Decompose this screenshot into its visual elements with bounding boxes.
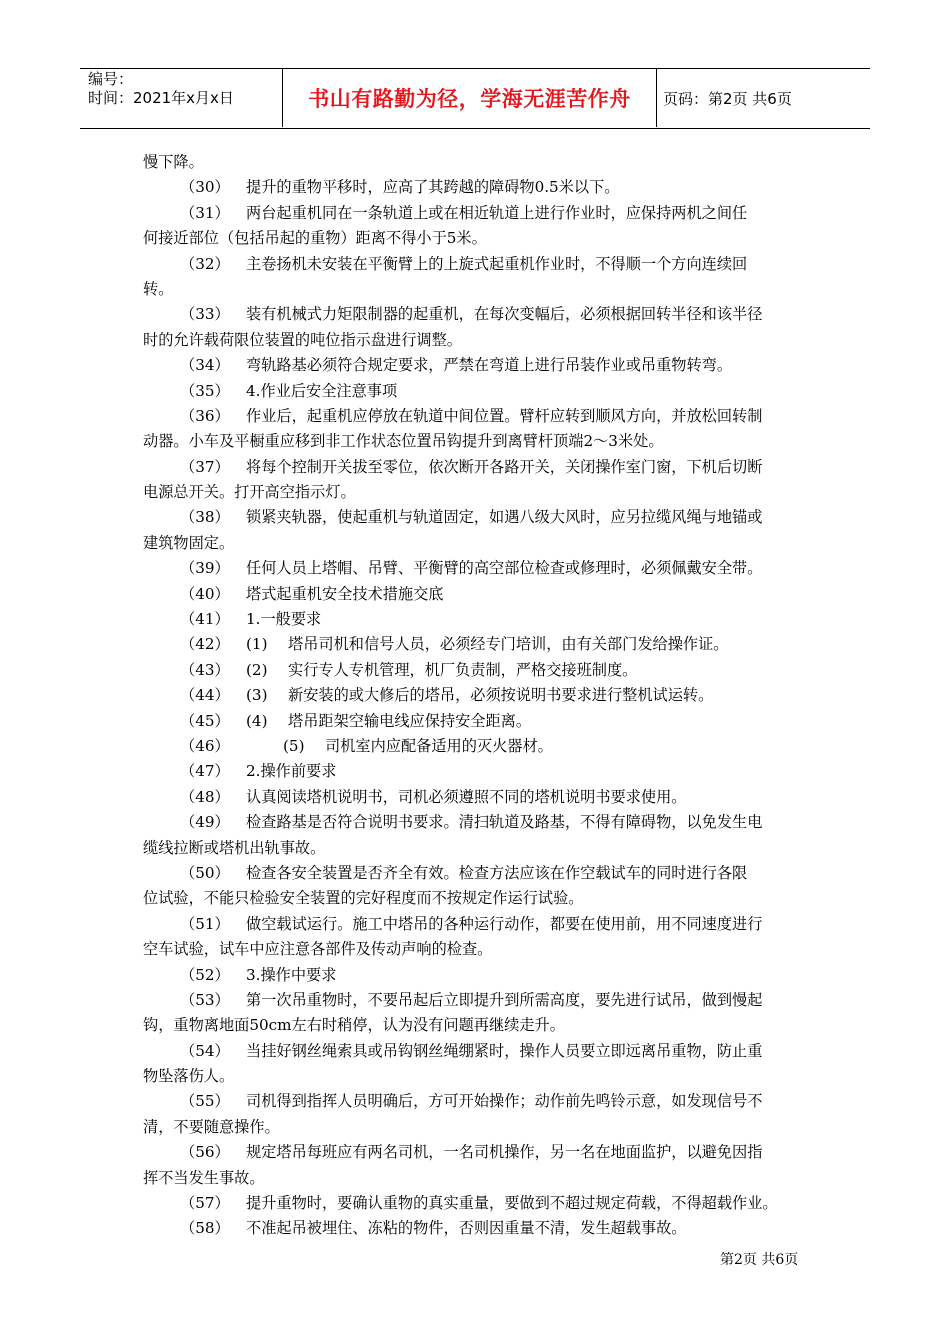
item-text: 提升的重物平移时，应高了其跨越的障碍物0.5米以下。 <box>246 178 620 197</box>
footer-page-label: 第2页 共6页 <box>720 1252 799 1268</box>
item-text: 检查各安全装置是否齐全有效。检查方法应该在作空载试车的同时进行各限 <box>246 863 748 882</box>
list-item-continuation <box>143 1064 808 1089</box>
list-item <box>143 734 808 759</box>
list-item <box>143 607 808 632</box>
item-number: （42） <box>180 635 230 654</box>
item-text: 司机室内应配备适用的灭火器材。 <box>325 736 553 755</box>
list-item-continuation <box>143 531 808 556</box>
list-item <box>143 683 808 708</box>
list-item <box>143 404 808 429</box>
item-text: 第一次吊重物时，不要吊起后立即提升到所需高度，要先进行试吊，做到慢起 <box>246 990 763 1009</box>
list-item <box>143 861 808 886</box>
item-number: （57） <box>180 1194 230 1213</box>
item-text: 不准起吊被埋住、冻粘的物件，否则因重量不清，发生超载事故。 <box>246 1219 687 1238</box>
list-item-continuation <box>143 1115 808 1140</box>
item-number: （38） <box>180 508 230 527</box>
sub-number: (2) <box>246 660 268 679</box>
item-text: 两台起重机同在一条轨道上或在相近轨道上进行作业时，应保持两机之间任 <box>246 203 748 222</box>
item-text: 何接近部位（包括吊起的重物）距离不得小于5米。 <box>143 229 487 248</box>
item-text: 规定塔吊每班应有两名司机，一名司机操作，另一名在地面监护，以避免因指 <box>246 1143 763 1162</box>
item-number: （49） <box>180 813 230 832</box>
item-number: （47） <box>180 762 230 781</box>
item-text: 司机得到指挥人员明确后，方可开始操作；动作前先鸣铃示意，如发现信号不 <box>246 1092 763 1111</box>
sub-number: (3) <box>246 686 268 705</box>
list-item <box>143 1140 808 1165</box>
item-text: 塔吊司机和信号人员，必须经专门培训，由有关部门发给操作证。 <box>288 635 729 654</box>
item-text: 塔吊距架空输电线应保持安全距离。 <box>288 711 531 730</box>
document-body <box>143 150 808 1242</box>
item-number: （39） <box>180 559 230 578</box>
item-text: 位试验，不能只检验安全装置的完好程度而不按规定作运行试验。 <box>143 889 584 908</box>
item-text: 新安装的或大修后的塔吊，必须按说明书要求进行整机试运转。 <box>288 686 714 705</box>
item-text: 动器。小车及平橱重应移到非工作状态位置吊钩提升到离臂杆顶端2～3米处。 <box>143 432 664 451</box>
list-item <box>143 175 808 200</box>
list-item <box>143 505 808 530</box>
item-text: 认真阅读塔机说明书，司机必须遵照不同的塔机说明书要求使用。 <box>246 787 687 806</box>
item-text: 做空载试运行。施工中塔吊的各种运行动作，都要在使用前，用不同速度进行 <box>246 914 763 933</box>
item-text: 将每个控制开关拔至零位，依次断开各路开关，关闭操作室门窗，下机后切断 <box>246 457 763 476</box>
item-number: （46） <box>180 736 230 755</box>
item-number: （54） <box>180 1041 230 1060</box>
list-item-continuation <box>143 886 808 911</box>
item-text: 挥不当发生事故。 <box>143 1168 265 1187</box>
item-number: （50） <box>180 863 230 882</box>
item-text: 建筑物固定。 <box>143 533 235 552</box>
item-text: 时的允许载荷限位装置的吨位指示盘进行调整。 <box>143 330 462 349</box>
list-item-continuation <box>143 429 808 454</box>
list-item <box>143 632 808 657</box>
item-number: （48） <box>180 787 230 806</box>
list-item <box>143 709 808 734</box>
item-number: （55） <box>180 1092 230 1111</box>
item-number: （52） <box>180 965 230 984</box>
list-item <box>143 1191 808 1216</box>
item-number: （58） <box>180 1219 230 1238</box>
item-text: 4.作业后安全注意事项 <box>246 381 398 400</box>
list-item <box>143 1089 808 1114</box>
item-text: 清，不要随意操作。 <box>143 1117 280 1136</box>
item-text: 作业后，起重机应停放在轨道中间位置。臂杆应转到顺风方向，并放松回转制 <box>246 406 763 425</box>
list-item-continuation <box>143 277 808 302</box>
item-number: （35） <box>180 381 230 400</box>
list-item-continuation <box>143 328 808 353</box>
item-number: （44） <box>180 686 230 705</box>
item-number: （31） <box>180 203 230 222</box>
header-bottom-rule <box>80 128 870 129</box>
list-item <box>143 1216 808 1241</box>
list-item <box>143 379 808 404</box>
sub-number: (5) <box>283 736 305 755</box>
list-item-continuation <box>143 480 808 505</box>
list-item <box>143 582 808 607</box>
item-number: （30） <box>180 178 230 197</box>
item-text: 转。 <box>143 279 174 298</box>
list-item <box>143 1039 808 1064</box>
item-text: 任何人员上塔帽、吊臂、平衡臂的高空部位检查或修理时，必须佩戴安全带。 <box>246 559 763 578</box>
list-item <box>143 988 808 1013</box>
list-item <box>143 658 808 683</box>
list-item <box>143 556 808 581</box>
item-number: （43） <box>180 660 230 679</box>
sub-number: (1) <box>246 635 268 654</box>
list-item <box>143 455 808 480</box>
item-text: 装有机械式力矩限制器的起重机，在每次变幅后，必须根据回转半径和该半径 <box>246 305 763 324</box>
list-item <box>143 912 808 937</box>
list-item <box>143 252 808 277</box>
item-text: 电源总开关。打开高空指示灯。 <box>143 483 356 502</box>
item-number: （33） <box>180 305 230 324</box>
item-number: （41） <box>180 610 230 629</box>
header-meta <box>88 70 278 108</box>
item-number: （45） <box>180 711 230 730</box>
item-number: （37） <box>180 457 230 476</box>
item-text: 1.一般要求 <box>246 610 322 629</box>
item-text: 锁紧夹轨器，使起重机与轨道固定，如遇八级大风时，应另拉缆风绳与地锚或 <box>246 508 763 527</box>
list-item <box>143 353 808 378</box>
item-number: （56） <box>180 1143 230 1162</box>
item-text: 钩，重物离地面50cm左右时稍停，认为没有问题再继续走升。 <box>143 1016 565 1035</box>
date-label: 时间：2021年x月x日 <box>88 89 234 107</box>
item-text: 物坠落伤人。 <box>143 1067 235 1086</box>
list-item-continuation <box>143 836 808 861</box>
item-text: 主卷扬机未安装在平衡臂上的上旋式起重机作业时，不得顺一个方向连续回 <box>246 254 748 273</box>
item-text: 塔式起重机安全技术措施交底 <box>246 584 444 603</box>
list-item <box>143 810 808 835</box>
serial-label: 编号： <box>88 70 134 88</box>
list-item <box>143 963 808 988</box>
item-number: （32） <box>180 254 230 273</box>
item-text: 当挂好钢丝绳索具或吊钩钢丝绳绷紧时，操作人员要立即远离吊重物，防止重 <box>246 1041 763 1060</box>
item-text: 弯轨路基必须符合规定要求，严禁在弯道上进行吊装作业或吊重物转弯。 <box>246 356 732 375</box>
item-text: 检查路基是否符合说明书要求。清扫轨道及路基，不得有障碍物，以免发生电 <box>246 813 763 832</box>
list-item-continuation <box>143 1013 808 1038</box>
item-text: 2.操作前要求 <box>246 762 337 781</box>
sub-number: (4) <box>246 711 268 730</box>
list-item <box>143 302 808 327</box>
list-item-continuation <box>143 937 808 962</box>
header-page-label: 页码：第2页 共6页 <box>663 90 792 108</box>
item-number: （40） <box>180 584 230 603</box>
list-item-continuation <box>143 1166 808 1191</box>
item-number: （34） <box>180 356 230 375</box>
list-item <box>143 759 808 784</box>
lead-line: 慢下降。 <box>143 153 204 171</box>
item-number: （36） <box>180 406 230 425</box>
item-text: 3.操作中要求 <box>246 965 337 984</box>
header-motto-box <box>282 69 657 127</box>
item-text: 提升重物时，要确认重物的真实重量，要做到不超过规定荷载，不得超载作业。 <box>246 1194 778 1213</box>
list-item <box>143 201 808 226</box>
item-text: 缆线拉断或塔机出轨事故。 <box>143 838 326 857</box>
list-item <box>143 785 808 810</box>
item-number: （53） <box>180 990 230 1009</box>
item-number: （51） <box>180 914 230 933</box>
item-text: 空车试验，试车中应注意各部件及传动声响的检查。 <box>143 940 493 959</box>
item-text: 实行专人专机管理，机厂负责制，严格交接班制度。 <box>288 660 638 679</box>
list-item-continuation <box>143 226 808 251</box>
header-motto: 书山有路勤为径，学海无涯苦作舟 <box>308 87 631 111</box>
